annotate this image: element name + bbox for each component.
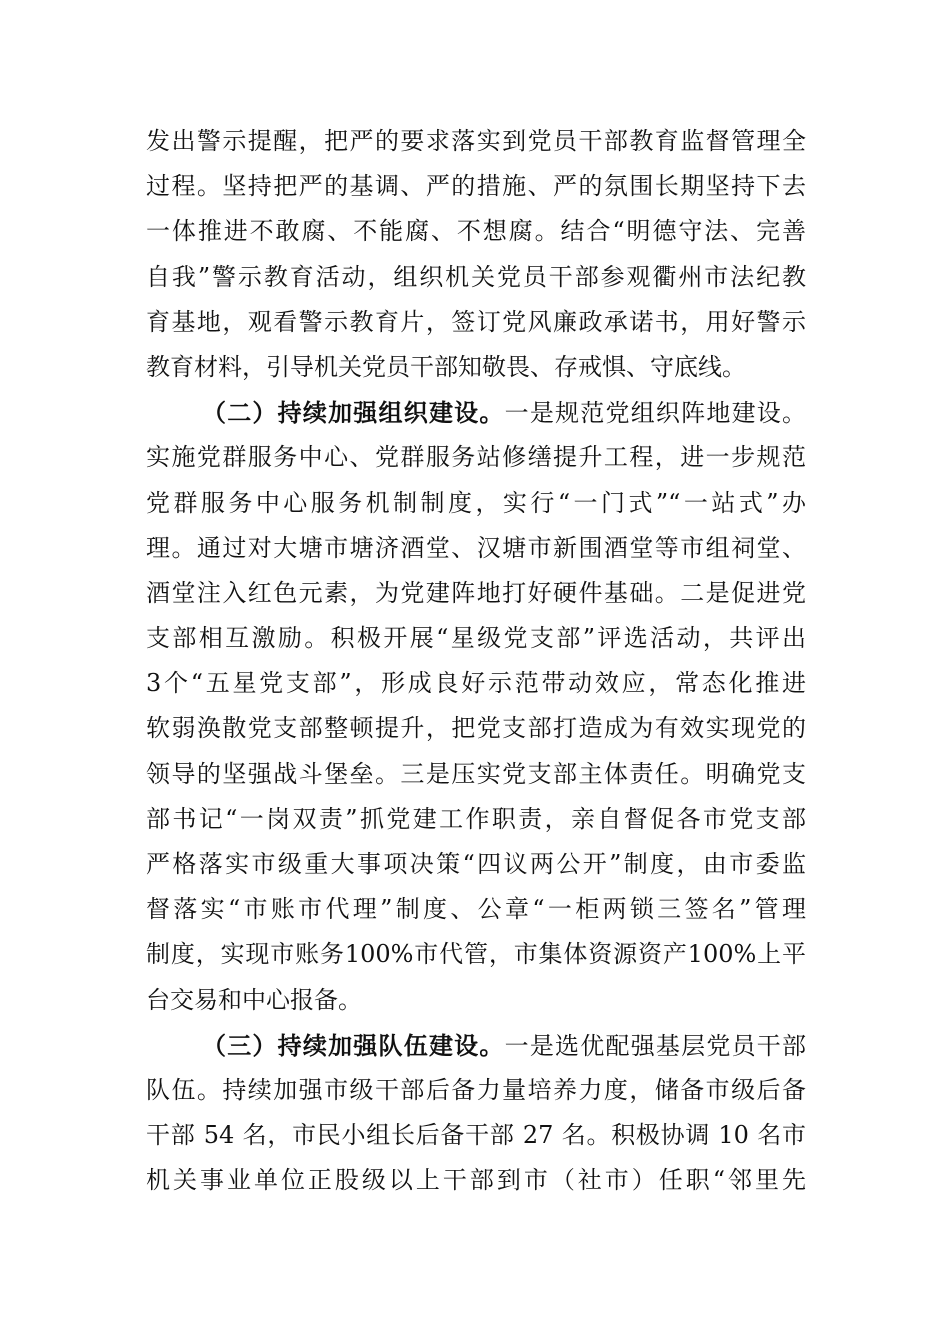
text-line: 督落实“市账市代理”制度、公章“一柜两锁三签名”管理 xyxy=(146,895,806,924)
section-heading: （二）持续加强组织建设。 xyxy=(202,398,505,428)
text-run: 一是选优配强基层党员干部 xyxy=(504,1031,806,1060)
text-line: 实施党群服务中心、党群服务站修缮提升工程，进一步规范 xyxy=(146,443,806,472)
text-line: 干部 54 名，市民小组长后备干部 27 名。积极协调 10 名市 xyxy=(146,1121,806,1150)
text-line: 严格落实市级重大事项决策“四议两公开”制度，由市委监 xyxy=(146,850,806,878)
text-line: 党群服务中心服务机制制度，实行“一门式”“一站式”办 xyxy=(146,488,806,517)
text-line: 制度，实现市账务100%市代管，市集体资源资产100%上平 xyxy=(146,940,806,969)
text-line: 机关事业单位正股级以上干部到市（社市）任职“邻里先 xyxy=(146,1166,806,1195)
text-line: 过程。坚持把严的基调、严的措施、严的氛围长期坚持下去 xyxy=(146,172,806,201)
text-line: 发出警示提醒，把严的要求落实到党员干部教育监督管理全 xyxy=(146,127,806,155)
text-line: 酒堂注入红色元素，为党建阵地打好硬件基础。二是促进党 xyxy=(146,578,806,607)
paragraph-organization-building xyxy=(146,390,806,1023)
text-line: 育基地，观看警示教育片，签订党风廉政承诺书，用好警示 xyxy=(146,307,806,336)
section-heading: （三）持续加强队伍建设。 xyxy=(202,1030,505,1060)
paragraph-team-building xyxy=(146,1023,806,1204)
text-line: 教育材料，引导机关党员干部知敬畏、存戒惧、守底线。 xyxy=(146,352,746,381)
text-line: 队伍。持续加强市级干部后备力量培养力度，储备市级后备 xyxy=(146,1075,806,1104)
paragraph-first-line xyxy=(146,390,806,435)
text-line: 软弱涣散党支部整顿提升，把党支部打造成为有效实现党的 xyxy=(146,714,806,743)
text-line: 自我”警示教育活动，组织机关党员干部参观衢州市法纪教 xyxy=(146,262,806,291)
document-body xyxy=(146,119,806,1204)
text-line: 理。通过对大塘市塘济酒堂、汉塘市新围酒堂等市组祠堂、 xyxy=(146,533,806,562)
paragraph-first-line xyxy=(146,1023,806,1068)
text-line: 一体推进不敢腐、不能腐、不想腐。结合“明德守法、完善 xyxy=(146,217,806,246)
text-line: 部书记“一岗双责”抓党建工作职责，亲自督促各市党支部 xyxy=(146,804,806,833)
text-line: 领导的坚强战斗堡垒。三是压实党支部主体责任。明确党支 xyxy=(146,759,806,788)
text-run: 一是规范党组织阵地建设。 xyxy=(504,399,806,428)
text-line: 支部相互激励。积极开展“星级党支部”评选活动，共评出 xyxy=(146,624,806,653)
paragraph-warning-education xyxy=(146,119,806,390)
text-line: 台交易和中心报备。 xyxy=(146,985,362,1014)
text-line: 3个“五星党支部”，形成良好示范带动效应，常态化推进 xyxy=(146,669,806,698)
